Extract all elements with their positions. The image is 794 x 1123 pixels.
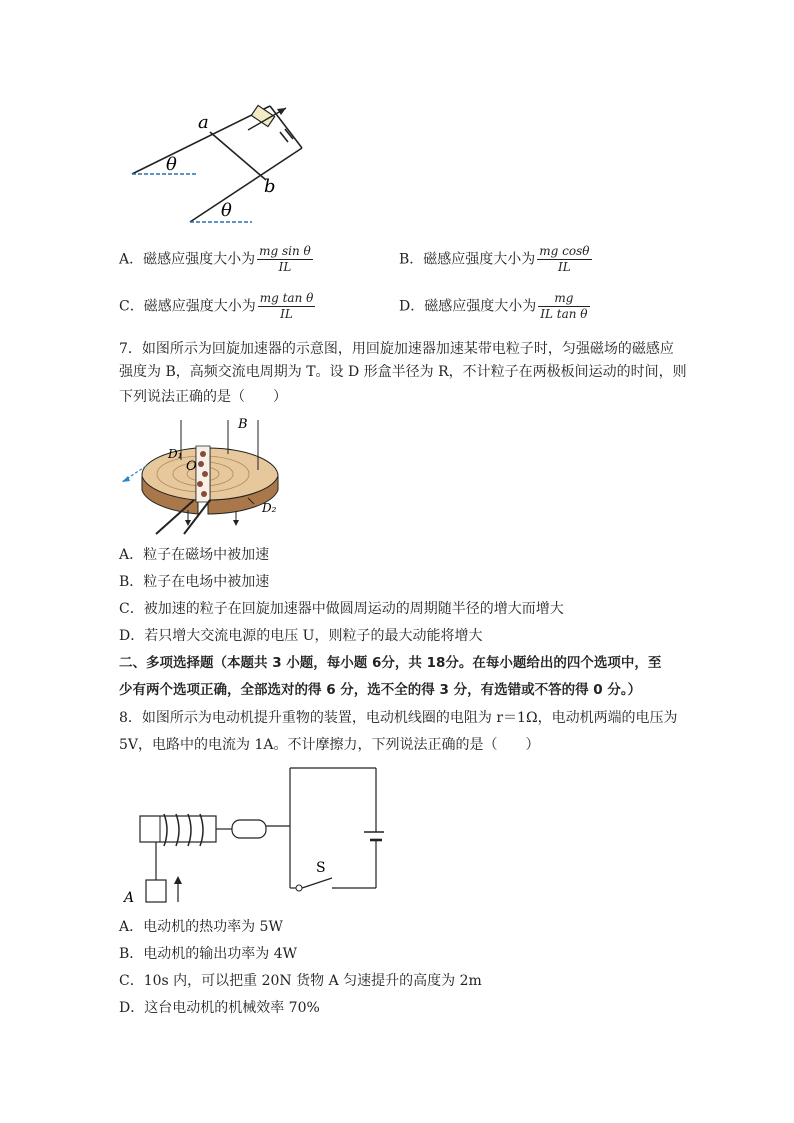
label-b: b — [264, 176, 276, 197]
label-B: B — [238, 417, 248, 432]
q7-option-a[interactable]: A．粒子在磁场中被加速 — [119, 547, 270, 563]
q8-stem-line-1: 8．如图所示为电动机提升重物的装置，电动机线圈的电阻为 r＝1Ω，电动机两端的电压为 — [119, 710, 678, 726]
section-2-heading-line-2: 少有两个选项正确，全部选对的得 6 分，选不全的得 3 分，有选错或不答的得 0 分。） — [119, 682, 642, 698]
q7-option-b[interactable]: B．粒子在电场中被加速 — [119, 574, 270, 590]
q8-option-b[interactable]: B．电动机的输出功率为 4W — [119, 946, 298, 962]
q7-option-c[interactable]: C．被加速的粒子在回旋加速器中做圆周运动的周期随半径的增大而增大 — [119, 601, 564, 617]
q6-b-denominator: IL — [558, 260, 571, 274]
q6-option-d[interactable] — [399, 291, 590, 322]
q7-stem-line-3: 下列说法正确的是（ ） — [119, 389, 287, 405]
q6-option-b-fraction — [537, 244, 591, 275]
q8-stem-line-2: 5V，电路中的电流为 1A。不计摩擦力，下列说法正确的是（ ） — [119, 737, 540, 753]
cyclotron-figure — [118, 414, 288, 538]
label-D2: D₂ — [262, 501, 277, 515]
q6-option-c-fraction — [258, 291, 316, 322]
label-S: S — [316, 860, 326, 876]
q6-c-denominator: IL — [280, 307, 293, 321]
q6-b-numerator: mg cosθ — [539, 244, 590, 258]
section-2-heading-line-1: 二、多项选择题（本题共 3 小题，每小题 6分，共 18分。在每小题给出的四个选项中，至 — [119, 655, 662, 671]
q6-d-numerator: mg — [538, 291, 589, 307]
label-A: A — [124, 890, 135, 906]
label-D1: D₁ — [168, 447, 183, 461]
q6-option-d-fraction — [538, 291, 589, 322]
q7-option-d[interactable]: D．若只增大交流电源的电压 U，则粒子的最大动能将增大 — [119, 628, 483, 644]
label-a: a — [198, 112, 209, 133]
label-theta-bottom: θ — [221, 200, 232, 221]
q7-stem-line-2: 强度为 B，高频交流电周期为 T。设 D 形盒半径为 R，不计粒子在两极板间运动的时间，则 — [119, 364, 687, 380]
label-theta-top: θ — [166, 154, 177, 175]
q6-d-denominator: IL tan θ — [540, 307, 588, 321]
motor-circuit-figure — [118, 762, 384, 910]
q6-option-a-text: A．磁感应强度大小为 — [119, 251, 256, 268]
q6-option-b[interactable] — [399, 244, 592, 275]
q6-option-a[interactable] — [119, 244, 313, 275]
inclined-rail-figure — [120, 98, 320, 228]
q6-c-numerator: mg tan θ — [259, 291, 314, 305]
q7-stem-line-1: 7．如图所示为回旋加速器的示意图，用回旋加速器加速某带电粒子时，匀强磁场的磁感应 — [119, 341, 674, 357]
q8-option-d[interactable]: D．这台电动机的机械效率 70% — [119, 1000, 320, 1016]
q8-option-c[interactable]: C．10s 内，可以把重 20N 货物 A 匀速提升的高度为 2m — [119, 973, 482, 989]
q6-option-c-text: C．磁感应强度大小为 — [119, 298, 256, 315]
q6-a-numerator: mg sin θ — [259, 244, 311, 258]
q6-option-b-text: B．磁感应强度大小为 — [399, 251, 536, 268]
q8-option-a[interactable]: A．电动机的热功率为 5W — [119, 919, 283, 935]
q6-option-a-fraction — [257, 244, 313, 275]
q6-option-d-text: D．磁感应强度大小为 — [399, 298, 537, 315]
label-O: O — [186, 459, 197, 474]
q6-option-c[interactable] — [119, 291, 315, 322]
q6-a-denominator: IL — [278, 260, 292, 274]
